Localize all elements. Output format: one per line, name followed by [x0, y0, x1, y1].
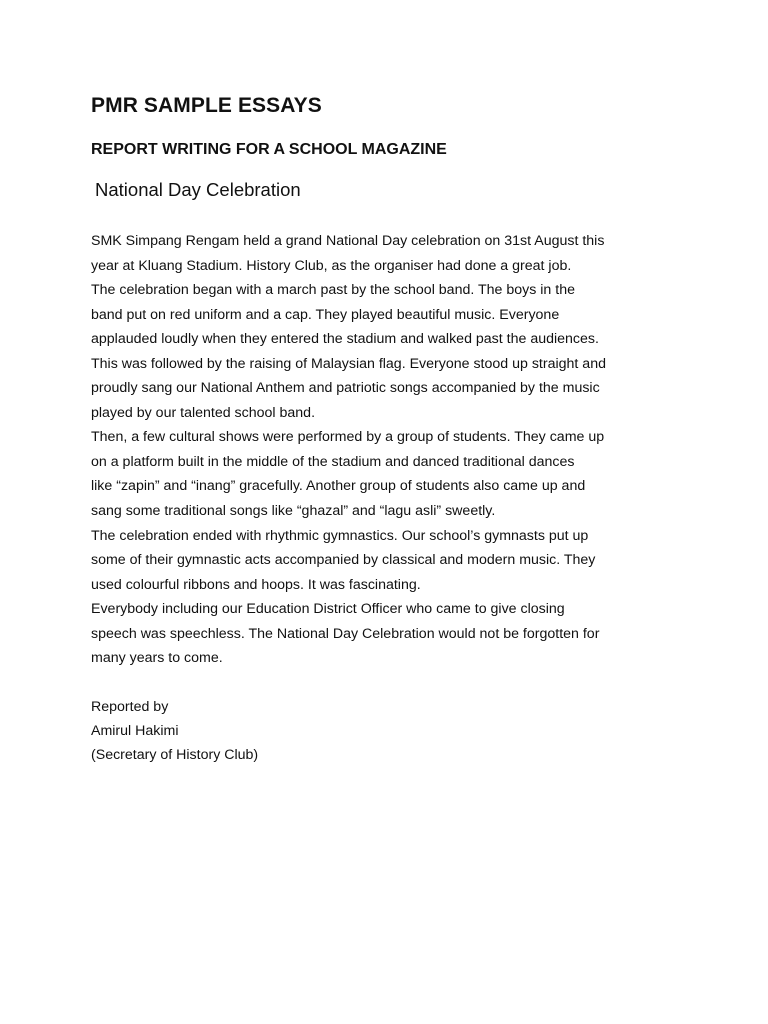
body-line: Then, a few cultural shows were performed by a group of students. They came up [91, 429, 605, 446]
sign-off [91, 695, 684, 767]
body-line: year at Kluang Stadium. History Club, as the organiser had done a great job. [91, 257, 572, 274]
body-line: The celebration ended with rhythmic gymnastics. Our school’s gymnasts put up [91, 527, 589, 544]
body-line: applauded loudly when they entered the stadium and walked past the audiences. [91, 331, 599, 348]
body-line: sang some traditional songs like “ghazal” and “lagu asli” sweetly. [91, 503, 496, 520]
body-line: on a platform built in the middle of the stadium and danced traditional dances [91, 453, 575, 470]
body-line: The celebration began with a march past by the school band. The boys in the [91, 282, 575, 299]
body-line: This was followed by the raising of Malaysian flag. Everyone stood up straight and [91, 355, 606, 372]
report-body [91, 229, 687, 671]
body-line: played by our talented school band. [91, 404, 316, 421]
body-line: some of their gymnastic acts accompanied by classical and modern music. They [91, 552, 596, 569]
body-line: Everybody including our Education District Officer who came to give closing [91, 601, 565, 618]
body-line: proudly sang our National Anthem and patriotic songs accompanied by the music [91, 380, 600, 397]
body-line: speech was speechless. The National Day Celebration would not be forgotten for [91, 625, 600, 642]
document-title: PMR SAMPLE ESSAYS [91, 94, 322, 117]
report-heading: National Day Celebration [95, 179, 301, 200]
reporter-name: Amirul Hakimi [91, 722, 179, 739]
body-line: used colourful ribbons and hoops. It was fascinating. [91, 576, 421, 593]
body-line: band put on red uniform and a cap. They played beautiful music. Everyone [91, 306, 560, 323]
reported-by-label: Reported by [91, 698, 169, 715]
body-line: SMK Simpang Rengam held a grand National Day celebration on 31st August this [91, 233, 605, 249]
body-line: many years to come. [91, 650, 223, 667]
body-line: like “zapin” and “inang” gracefully. Another group of students also came up and [91, 478, 586, 495]
reporter-role: (Secretary of History Club) [91, 746, 259, 763]
document-subtitle: REPORT WRITING FOR A SCHOOL MAGAZINE [91, 141, 447, 158]
